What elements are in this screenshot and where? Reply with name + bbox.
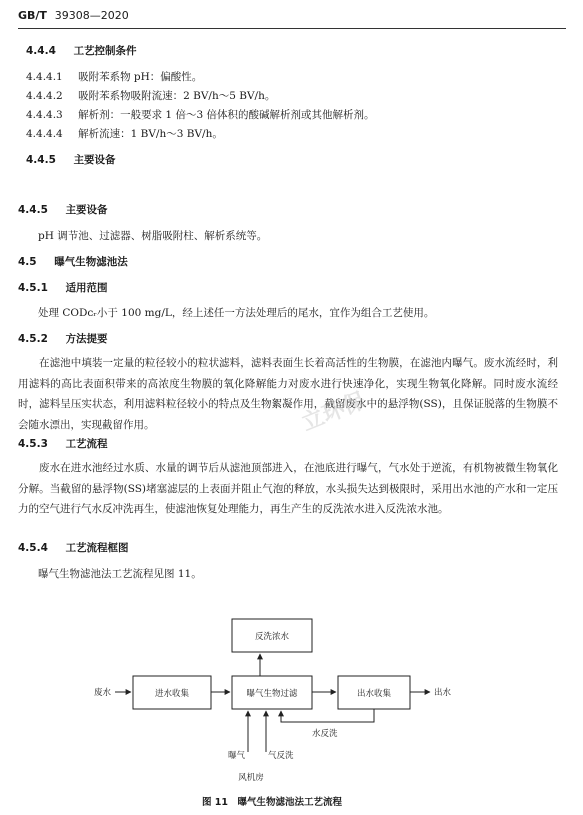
- clause-text: 吸附苯系物 pH：偏酸性。: [78, 71, 203, 83]
- clause-4-4-4-4: [26, 126, 223, 141]
- label-outlet-collection: 出水收集: [356, 689, 392, 699]
- clause-number: 4.4.4.2: [26, 90, 63, 102]
- label-water-backwash: 水反洗: [312, 729, 338, 739]
- section-4-5-4-heading: [18, 540, 129, 555]
- section-4-5-3-heading: [18, 436, 108, 451]
- section-number: 4.4.4: [26, 45, 56, 57]
- section-title: 工艺流程: [65, 438, 108, 450]
- section-number: 4.5.2: [18, 333, 48, 345]
- section-number: 4.4.5: [26, 154, 56, 166]
- equipment-list: pH 调节池、过滤器、树脂吸附柱、解析系统等。: [38, 230, 268, 242]
- process-flow-paragraph: 废水在进水池经过水质、水量的调节后从滤池顶部进入，在池底进行曝气，气水处于逆流，有机物被微生物氧化分解。当截留的悬浮物(SS)堵塞滤层的上表面并阻止气泡的释放，水头损失达到极限时，采用出水池的产水和一定压力的空气进行气水反冲洗再生，使滤池恢复处理能力，再生产生的反洗浓水进入反洗浓水池。: [18, 462, 558, 515]
- section-4-4-5-heading-first: [26, 152, 116, 167]
- section-number: 4.5.1: [18, 282, 48, 294]
- clause-text: 吸附苯系物吸附流速：2 BV/h～5 BV/h。: [78, 90, 276, 102]
- clause-4-4-4-1: [26, 69, 202, 84]
- arrow-water-backwash: [281, 709, 374, 722]
- section-4-4-4-heading: [26, 43, 137, 58]
- flowchart-reference: 曝气生物滤池法工艺流程见图 11。: [38, 568, 202, 580]
- label-blower-room: 风机房: [238, 773, 264, 783]
- section-title: 适用范围: [65, 282, 108, 294]
- section-4-5-2-heading: [18, 331, 108, 346]
- clause-4-4-4-2: [26, 88, 275, 103]
- standard-code: 39308—2020: [54, 9, 129, 22]
- section-number: 4.5: [18, 256, 37, 268]
- section-number: 4.5.4: [18, 542, 48, 554]
- section-4-5-1-heading: [18, 280, 108, 295]
- section-number: 4.4.5: [18, 204, 48, 216]
- clause-text: 解析流速：1 BV/h～3 BV/h。: [78, 128, 223, 140]
- section-title: 工艺流程框图: [65, 542, 129, 554]
- clause-text: 解析剂：一般要求 1 倍～3 倍体积的酸碱解析剂或其他解析剂。: [78, 109, 375, 121]
- header-rule: [18, 28, 566, 29]
- standard-prefix: GB/T: [18, 9, 47, 22]
- clause-number: 4.4.4.3: [26, 109, 63, 121]
- label-wastewater: 废水: [94, 688, 112, 698]
- method-summary-paragraph: 在滤池中填装一定量的粒径较小的粒状滤料，滤料表面生长着高活性的生物膜，在滤池内曝气。废水流经时，利用滤料的高比表面积带来的高浓度生物膜的氧化降解能力对废水进行快速净化，实现生物氧化降解。同时废水流经时，滤料呈压实状态，利用滤料粒径较小的特点及生物絮凝作用，截留废水中的悬浮物(SS)，且保证脱落的生物膜不会随水漂出，实现截留作用。: [18, 357, 558, 431]
- section-title: 工艺控制条件: [73, 45, 137, 57]
- figure-caption: 图 11 曝气生物滤池法工艺流程: [201, 797, 343, 808]
- section-title: 曝气生物滤池法: [54, 256, 128, 268]
- process-flow-diagram: [0, 600, 583, 815]
- label-aeration: 曝气: [228, 751, 246, 761]
- watermark: 立环保: [298, 387, 370, 437]
- label-aerated-filter: 曝气生物过滤: [246, 689, 298, 699]
- section-title: 主要设备: [73, 154, 116, 166]
- clause-4-4-4-3: [26, 107, 374, 122]
- section-title: 方法提要: [65, 333, 108, 345]
- label-effluent: 出水: [434, 688, 452, 698]
- label-air-backwash: 气反洗: [268, 751, 294, 761]
- standard-number: [18, 9, 129, 22]
- section-title: 主要设备: [65, 204, 108, 216]
- applicability-text: 处理 CODᴄᵣ小于 100 mg/L，经上述任一方法处理后的尾水，宜作为组合工艺使用。: [38, 307, 435, 319]
- label-backwash-tank: 反洗浓水: [254, 632, 290, 642]
- clause-number: 4.4.4.4: [26, 128, 63, 140]
- clause-number: 4.4.4.1: [26, 71, 63, 83]
- section-4-4-5-heading: [18, 202, 108, 217]
- label-inlet-collection: 进水收集: [154, 689, 190, 699]
- section-number: 4.5.3: [18, 438, 48, 450]
- section-4-5-heading: [18, 254, 128, 269]
